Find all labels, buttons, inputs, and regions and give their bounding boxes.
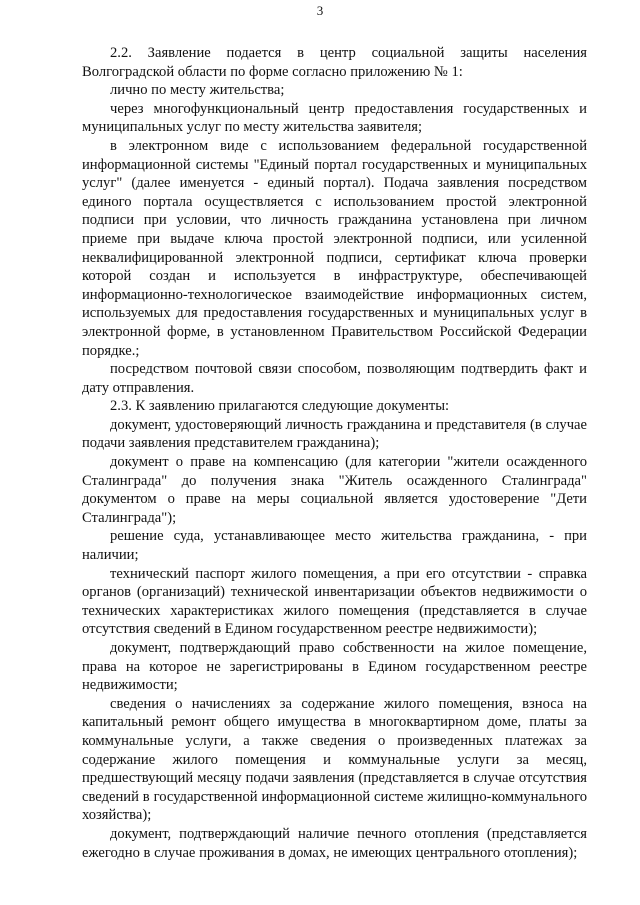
paragraph: документ о праве на компенсацию (для категории "жители осажденного Сталинграда" до получения знака "Житель осажденного Сталинграда" документом о праве на меры социальной является удостоверение "Дети Сталинграда");	[82, 454, 587, 526]
paragraph: лично по месту жительства;	[110, 82, 285, 99]
paragraph: документ, подтверждающий право собственности на жилое помещение, права на которое не зарегистрированы в Едином государственном реестре недвижимости;	[82, 640, 587, 694]
paragraph: 2.2. Заявление подается в центр социальной защиты населения Волгоградской области по форме согласно приложению № 1:	[82, 45, 587, 80]
paragraph: сведения о начислениях за содержание жилого помещения, взноса на капитальный ремонт общего имущества в многоквартирном доме, платы за коммунальные услуги, а также сведения о произведенных платежах за содержание жилого помещения и коммунальные услуги за месяц, предшествующий месяцу подачи заявления (представляется в случае отсутствия сведений в государственной информационной системе жилищно-коммунального хозяйства);	[82, 695, 587, 824]
paragraph: документ, удостоверяющий личность гражданина и представителя (в случае подачи заявления представителем гражданина);	[82, 416, 587, 452]
paragraph: документ, подтверждающий наличие печного отопления (представляется ежегодно в случае проживания в домах, не имеющих центрального отопления);	[82, 825, 587, 861]
paragraph: технический паспорт жилого помещения, а при его отсутствии - справка органов (организаций) технической инвентаризации объектов недвижимости о технических характеристиках жилого помещения (представляется в случае отсутствия сведений в Едином государственном реестре недвижимости);	[82, 565, 587, 638]
page-number: 3	[316, 3, 324, 18]
paragraph: посредством почтовой связи способом, позволяющим подтвердить факт и дату отправления.	[82, 361, 587, 396]
paragraph: через многофункциональный центр предоставления государственных и муниципальных услуг по месту жительства заявителя;	[82, 100, 587, 136]
paragraph: в электронном виде с использованием федеральной государственной информационной системы "Единый портал государственных и муниципальных услуг" (далее именуется - единый портал). Подача заявления посредством единого портала осуществляется с использованием простой электронной подписи при условии, что личность гражданина установлена при личном приеме при выдаче ключа простой электронной подписи, или усиленной неквалифицированной электронной подписи, сертификат ключа проверки которой создан и используется в инфраструктуре, обеспечивающей информационно-технологическое взаимодействие информационных систем, используемых для предоставления государственных и муниципальных услуг в электронной форме, в установленном Правительством Российской Федерации порядке.;	[82, 137, 587, 359]
paragraph: 2.3. К заявлению прилагаются следующие документы:	[110, 398, 450, 415]
paragraph: решение суда, устанавливающее место жительства гражданина, - при наличии;	[82, 528, 587, 564]
document-body	[82, 44, 587, 862]
